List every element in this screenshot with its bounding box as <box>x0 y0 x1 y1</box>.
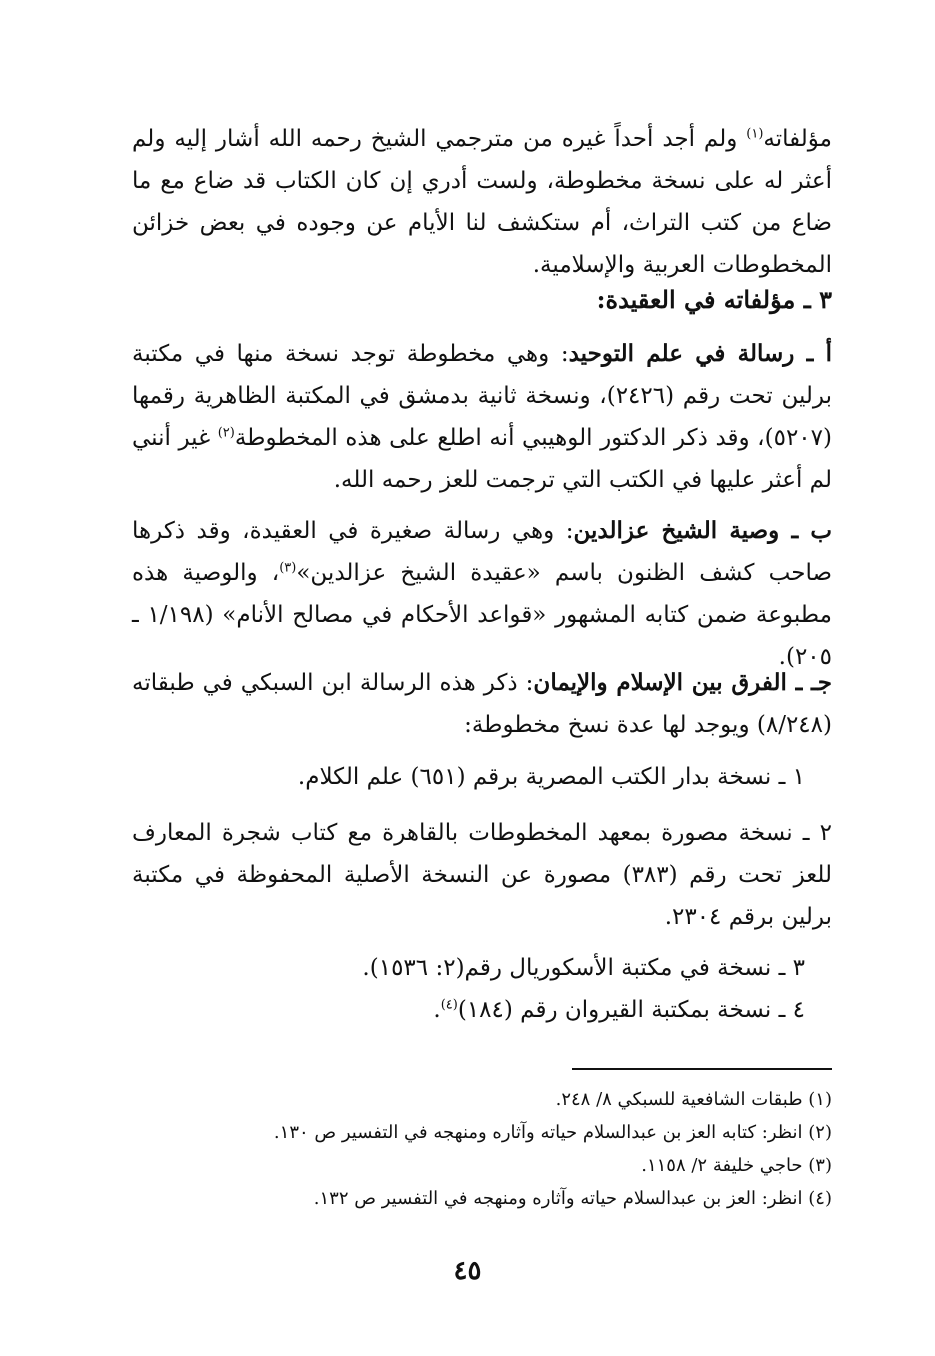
footnote-2: (٢) انظر: كتابه العز بن عبدالسلام حياته وآثاره ومنهجه في التفسير ص ١٣٠. <box>273 1122 832 1143</box>
paragraph-b-text: : وهي رسالة صغيرة في العقيدة، وقد ذكرها صاحب كشف الظنون باسم «عقيدة الشيخ عزالدين» <box>132 518 832 586</box>
copy-item-1: ١ ـ نسخة بدار الكتب المصرية برقم (٦٥١) علم الكلام. <box>297 764 805 790</box>
copy-item-3: ٣ ـ نسخة في مكتبة الأسكوريال رقم(٢: ١٥٣٦). <box>362 955 805 981</box>
footnote-3: (٣) حاجي خليفة ٢/ ١١٥٨. <box>641 1155 832 1176</box>
footnote-ref-4: (٤) <box>440 997 458 1013</box>
intro-paragraph <box>132 118 832 286</box>
footnote-1: (١) طبقات الشافعية للسبكي ٨/ ٢٤٨. <box>555 1089 832 1110</box>
copy-item-4 <box>175 990 875 1030</box>
footnote-ref-1: (١) <box>746 126 764 142</box>
paragraph-a-text: : وهي مخطوطة توجد نسخة منها في مكتبة برلين تحت رقم (٢٤٢٦)، ونسخة ثانية بدمشق في المكتبة الظاهرية رقمها (٥٢٠٧)، وقد ذكر الدكتور الوهيبي أنه اطلع على هذه المخطوطة <box>132 341 832 451</box>
paragraph-b-text-end: ، والوصية هذه مطبوعة ضمن كتابه المشهور «قواعد الأحكام في مصالح الأنام» (١/١٩٨ ـ ٢٠٥). <box>132 560 832 670</box>
paragraph-c-text: : ذكر هذه الرسالة ابن السبكي في طبقاته (٨/٢٤٨) ويوجد لها عدة نسخ مخطوطة: <box>132 670 832 738</box>
intro-text-start: مؤلفاته <box>763 126 832 152</box>
paragraph-c-title: جـ ـ الفرق بين الإسلام والإيمان <box>533 669 832 696</box>
copy-item-4-end: . <box>433 997 441 1023</box>
paragraph-a <box>132 333 832 501</box>
intro-text-rest: ولم أجد أحداً غيره من مترجمي الشيخ رحمه الله أشار إليه ولم أعثر له على نسخة مخطوطة، ولست أدري إن كان الكتاب قد ضاع مع ما ضاع من كتب التراث، أم ستكشف لنا الأيام عن وجوده في بعض خزائن المخطوطات العربية والإسلامية. <box>132 126 832 278</box>
page-number: ٤٥ <box>453 1256 482 1286</box>
footnote-divider <box>572 1068 832 1070</box>
section-heading: ٣ ـ مؤلفاته في العقيدة: <box>596 285 832 314</box>
footnote-ref-3: (٣) <box>279 560 297 576</box>
paragraph-b-title: ب ـ وصية الشيخ عزالدين <box>573 517 833 544</box>
footnotes <box>132 1083 832 1215</box>
copy-item-2: ٢ ـ نسخة مصورة بمعهد المخطوطات بالقاهرة مع كتاب شجرة المعارف للعز تحت رقم (٣٨٣) مصورة عن النسخة الأصلية المحفوظة في مكتبة برلين برقم ٢٣٠٤. <box>132 820 832 930</box>
paragraph-a-text-end: غير أنني لم أعثر عليها في الكتب التي ترجمت للعز رحمه الله. <box>132 425 832 493</box>
footnote-ref-2: (٢) <box>217 425 235 441</box>
paragraph-b <box>132 510 832 678</box>
paragraph-c <box>132 662 832 746</box>
copy-item-4-text: ٤ ـ نسخة بمكتبة القيروان رقم (١٨٤) <box>457 997 805 1023</box>
footnote-4: (٤) انظر: العز بن عبدالسلام حياته وآثاره ومنهجه في التفسير ص ١٣٢. <box>313 1188 832 1209</box>
paragraph-a-title: أ ـ رسالة في علم التوحيد <box>568 340 833 367</box>
